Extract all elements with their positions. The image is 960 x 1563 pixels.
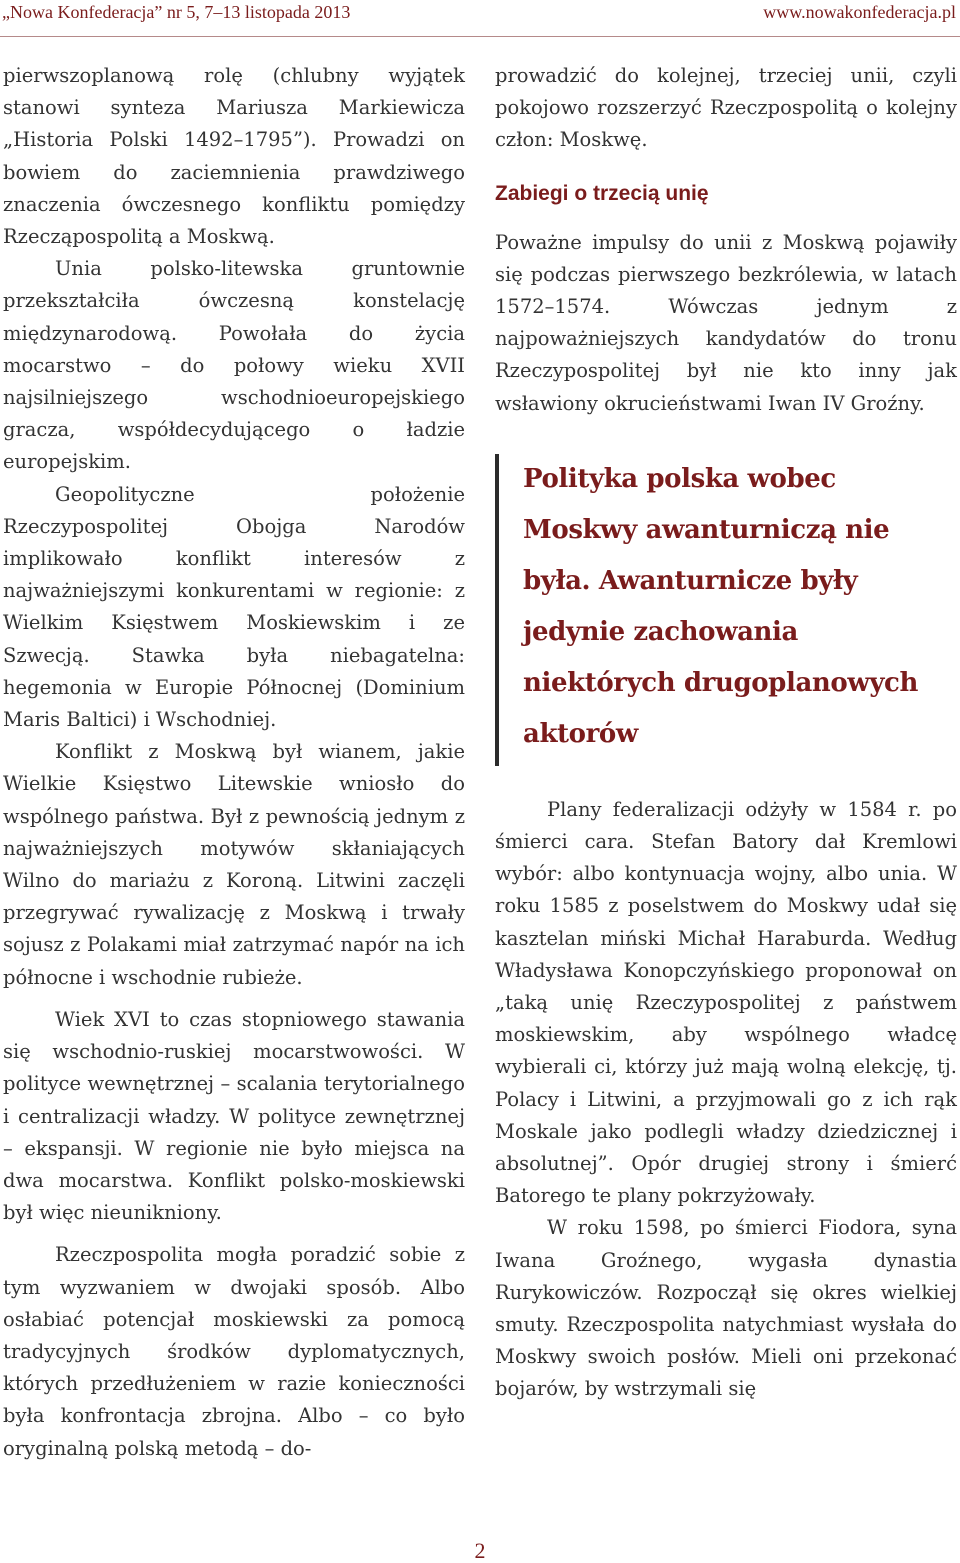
section-heading: Zabiegi o trzecią unię xyxy=(495,181,709,205)
page-number: 2 xyxy=(474,1538,486,1563)
paragraph: W roku 1598, po śmierci Fiodora, syna Iwana Groźnego, wygasła dynastia Rurykowiczów. Rozpoczął się okres wielkiej smuty. Rzeczpospolita natychmiast wysłała do Moskwy swoich posłów. Mieli oni przekonać bojarów, by wstrzymali się xyxy=(495,1216,957,1401)
left-column xyxy=(3,60,465,1465)
paragraph: Unia polsko-litewska gruntownie przekształciła ówczesną konstelację międzynarodową. Powołała do życia mocarstwo – do połowy wieku XVII najsilniejszego wschodnioeuropejskiego gracza, współdecydującego o ładzie europejskim. xyxy=(3,257,465,474)
paragraph: prowadzić do kolejnej, trzeciej unii, czyli pokojowo rozszerzyć Rzeczpospolitą o kolejny człon: Moskwę. xyxy=(495,64,957,152)
publication-title: „Nowa Konfederacja” nr 5, 7–13 listopada 2013 xyxy=(2,2,351,22)
pull-quote-text: Polityka polska wobec Moskwy awanturniczą nie była. Awanturnicze były jedynie zachowania niektórych drugoplanowych aktorów xyxy=(523,463,918,749)
website-url: www.nowakonfederacja.pl xyxy=(763,2,956,22)
paragraph: Plany federalizacji odżyły w 1584 r. po śmierci cara. Stefan Batory dał Kremlowi wybór: albo kontynuacja wojny, albo unia. W roku 1585 z poselstwem do Moskwy udał się kasztelan miński Michał Haraburda. Według Władysława Konopczyńskiego proponował on „taką unię Rzeczypospolitej z państwem moskiewskim, aby wspólnego władcę wybierali ci, którzy już mają wolną elekcję, tj. Polacy i Litwini, a przyjmowali go z ich rąk Moskale jako podlegli władzy dziedzicznej i absolutnej”. Opór drugiej strony i śmierć Batorego te plany pokrzyżowały. xyxy=(495,797,957,1208)
page-header xyxy=(0,0,960,30)
right-column xyxy=(495,60,957,1406)
pull-quote xyxy=(495,454,957,766)
paragraph: Konflikt z Moskwą był wianem, jakie Wielkie Księstwo Litewskie wniosło do wspólnego państwa. Był z pewnością jednym z najważniejszych motywów skłaniających Wilno do mariażu z Koroną. Litwini zaczęli przegrywać rywalizację z Moskwą i trwały sojusz z Polakami miał zatrzymać napór na ich północne i wschodnie rubieże. xyxy=(3,740,465,989)
paragraph: Rzeczpospolita mogła poradzić sobie z tym wyzwaniem w dwojaki sposób. Albo osłabiać potencjał moskiewski za pomocą tradycyjnych środków dyplomatycznych, których przedłużeniem w razie konieczności była konfrontacja zbrojna. Albo – co było oryginalną polską metodą – do- xyxy=(3,1243,465,1460)
paragraph: Geopolityczne położenie Rzeczypospolitej Obojga Narodów implikowało konflikt interesów z najważniejszymi konkurentami w regionie: z Wielkim Księstwem Moskiewskim i ze Szwecją. Stawka była niebagatelna: hegemonia w Europie Północnej (Dominium Maris Baltici) i Wschodniej. xyxy=(3,482,465,732)
paragraph: Wiek XVI to czas stopniowego stawania się wschodnio-ruskiej mocarstwowości. W polityce wewnętrznej – scalania terytorialnego i centralizacji władzy. W polityce zewnętrznej – ekspansji. W regionie nie było miejsca na dwa mocarstwa. Konflikt polsko-moskiewski był więc nieunikniony. xyxy=(3,1007,465,1225)
paragraph: pierwszoplanową rolę (chlubny wyjątek stanowi synteza Mariusza Markiewicza „Historia Polski 1492–1795”). Prowadzi on bowiem do zaciemnienia prawdziwego znaczenia ówczesnego konfliktu pomiędzy Rzecząpospolitą a Moskwą. xyxy=(3,64,465,249)
paragraph: Poważne impulsy do unii z Moskwą pojawiły się podczas pierwszego bezkrólewia, w latach 1572–1574. Wówczas jednym z najpoważniejszych kandydatów do tronu Rzeczypospolitej był nie kto inny jak wsławiony okrucieństwami Iwan IV Groźny. xyxy=(495,230,957,415)
header-divider xyxy=(0,36,960,37)
